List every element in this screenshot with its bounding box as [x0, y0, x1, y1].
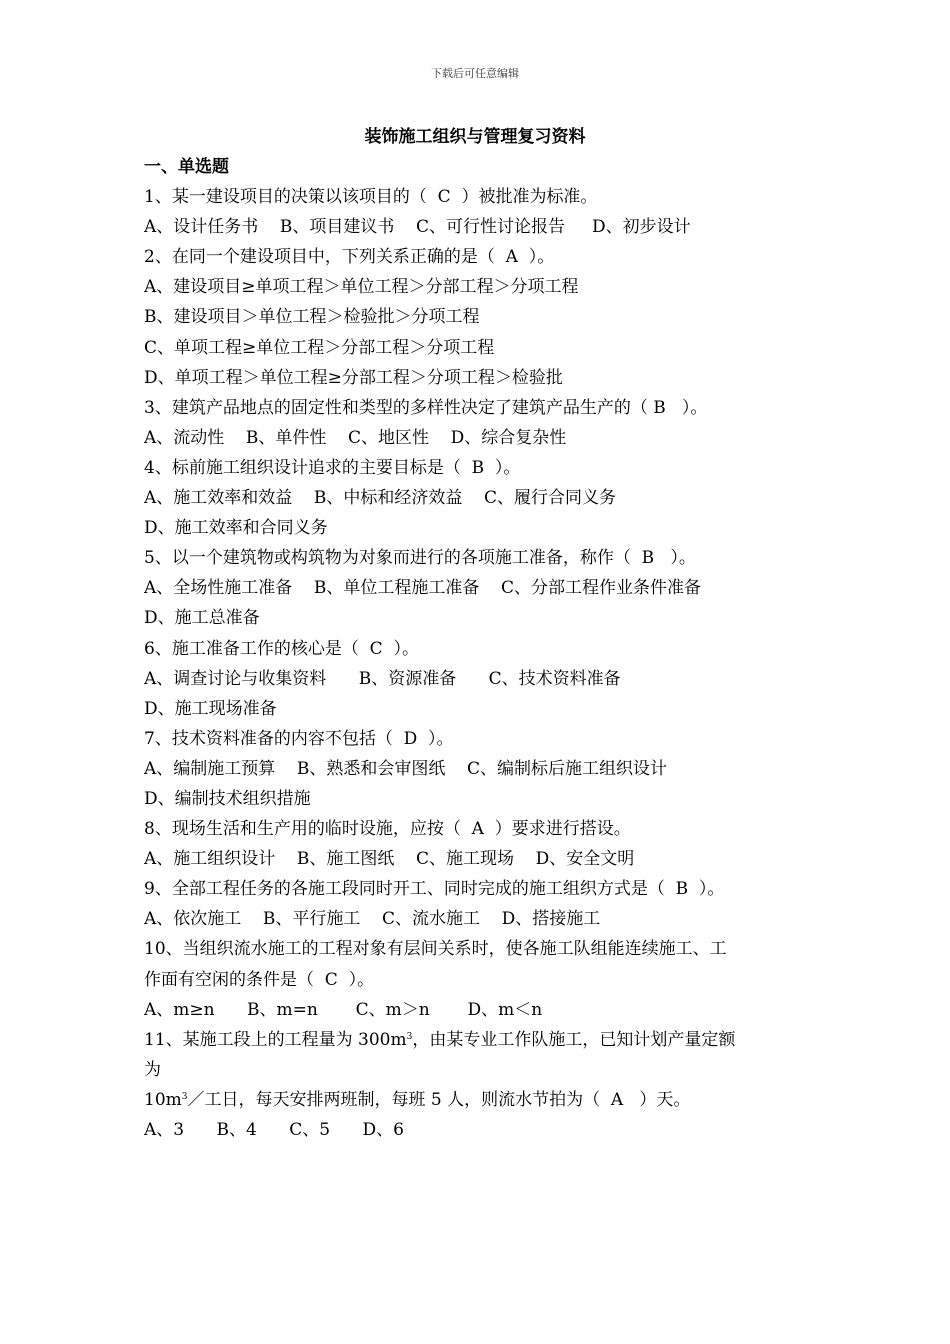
text-line: A、调查讨论与收集资料 B、资源准备 C、技术资料准备 [144, 668, 621, 689]
text-line: 作面有空闲的条件是（ C ）。 [144, 969, 375, 990]
text-line: D、施工总准备 [144, 608, 260, 629]
question-11-line-2: 为 [144, 1059, 161, 1080]
text-line: D、编制技术组织措施 [144, 788, 311, 809]
text-line: A、m≥n B、m=n C、m＞n D、m＜n [144, 999, 543, 1020]
text-line: C、单项工程≥单位工程＞分部工程＞分项工程 [144, 337, 495, 358]
page-header: 下载后可任意编辑 [431, 67, 519, 80]
text-line: B、建设项目＞单位工程＞检验批＞分项工程 [144, 307, 480, 328]
text-line: A、建设项目≥单项工程＞单位工程＞分部工程＞分项工程 [144, 277, 579, 298]
text-fragment: 10m [144, 1089, 182, 1110]
text-line: D、施工现场准备 [144, 698, 277, 719]
superscript: 3 [181, 1091, 188, 1102]
text-line: 6、施工准备工作的核心是（ C ）。 [144, 638, 419, 659]
text-line: 10、当组织流水施工的工程对象有层间关系时，使各施工队组能连续施工、工 [144, 939, 727, 960]
document-title: 装饰施工组织与管理复习资料 [364, 127, 586, 147]
text-line: 5、以一个建筑物或构筑物为对象而进行的各项施工准备，称作（ B ）。 [144, 548, 696, 569]
text-line: 4、标前施工组织设计追求的主要目标是（ B ）。 [144, 457, 521, 478]
text-line: A、依次施工 B、平行施工 C、流水施工 D、搭接施工 [144, 909, 601, 930]
text-line: A、全场性施工准备 B、单位工程施工准备 C、分部工程作业条件准备 [144, 578, 702, 599]
text-line: 8、现场生活和生产用的临时设施，应按（ A ）要求进行搭设。 [144, 819, 631, 840]
text-line: 9、全部工程任务的各施工段同时开工、同时完成的施工组织方式是（ B ）。 [144, 879, 725, 900]
text-line: A、流动性 B、单件性 C、地区性 D、综合复杂性 [144, 427, 567, 448]
text-line: D、施工效率和合同义务 [144, 518, 328, 539]
question-11-line-1 [144, 1025, 809, 1055]
text-line: A、施工效率和效益 B、中标和经济效益 C、履行合同义务 [144, 488, 617, 509]
section-heading: 一、单选题 [144, 157, 229, 177]
text-line: A、编制施工预算 B、熟悉和会审图纸 C、编制标后施工组织设计 [144, 758, 668, 779]
superscript: 3 [406, 1031, 413, 1042]
text-fragment: ／工日，每天安排两班制，每班 5 人，则流水节拍为（ A ）天。 [187, 1089, 691, 1110]
question-11-line-3 [144, 1085, 809, 1115]
document-body [144, 152, 809, 1145]
text-fragment: 11、某施工段上的工程量为 300m [144, 1029, 407, 1050]
text-line: 7、技术资料准备的内容不包括（ D ）。 [144, 728, 454, 749]
text-line: A、设计任务书 B、项目建议书 C、可行性讨论报告 D、初步设计 [144, 217, 691, 238]
text-line: 1、某一建设项目的决策以该项目的（ C ）被批准为标准。 [144, 187, 598, 208]
question-11-options: A、3 B、4 C、5 D、6 [144, 1120, 404, 1140]
text-line: 3、建筑产品地点的固定性和类型的多样性决定了建筑产品生产的（ B ）。 [144, 397, 708, 418]
text-line: A、施工组织设计 B、施工图纸 C、施工现场 D、安全文明 [144, 849, 635, 870]
text-line: 2、在同一个建设项目中，下列关系正确的是（ A ）。 [144, 247, 555, 268]
text-fragment: ，由某专业工作队施工，已知计划产量定额 [412, 1029, 736, 1050]
text-line: D、单项工程＞单位工程≥分部工程＞分项工程＞检验批 [144, 367, 563, 388]
